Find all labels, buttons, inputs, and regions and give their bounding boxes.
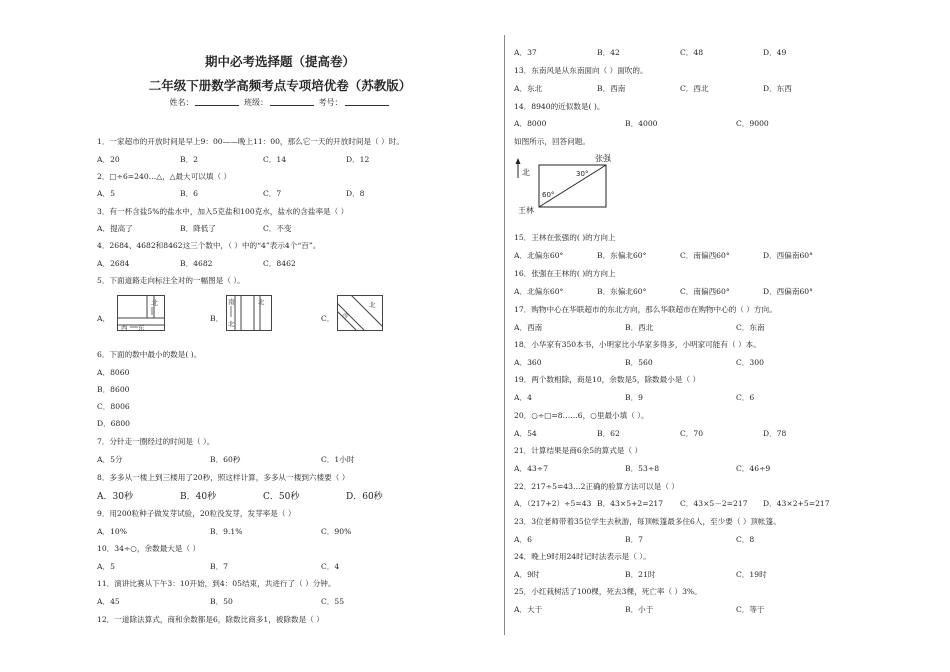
option-d[interactable]: D．49 [763, 48, 787, 57]
option-d[interactable]: D．东西 [763, 84, 792, 93]
class-label: 班级： [244, 98, 268, 107]
class-blank[interactable] [270, 105, 314, 106]
option-c[interactable]: C．90% [321, 527, 352, 536]
number-blank[interactable] [345, 105, 389, 106]
option-c[interactable]: C．14 [263, 155, 287, 164]
option-b[interactable]: B．西北 [625, 323, 654, 332]
road-a-west-label: 西 [121, 324, 128, 331]
option-b[interactable]: B．降低了 [180, 224, 216, 233]
option-a[interactable]: A．8000 [514, 119, 547, 128]
option-b[interactable]: B．西南 [597, 84, 626, 93]
option-d[interactable]: D．12 [346, 155, 370, 164]
option-b[interactable]: B．4682 [180, 259, 213, 268]
figure-angle-30: 30° [576, 170, 589, 178]
question-23: 23．3位老师带着35位学生去秋游，每顶帐篷最多住6人，至少要（ ）顶帐篷。 [514, 517, 781, 526]
option-d[interactable]: D．60秒 [346, 492, 383, 502]
name-label: 姓名： [169, 98, 194, 107]
option-c[interactable]: C．19时 [736, 570, 767, 579]
question-4: 4．2684、4682和8462这三个数中，（ ）中的“4”表示4个“百”。 [97, 241, 321, 250]
option-c[interactable]: C．46÷9 [736, 464, 771, 473]
option-c[interactable]: C．8462 [263, 259, 296, 268]
option-b[interactable]: B．2 [180, 155, 199, 164]
student-info-line [95, 97, 465, 108]
option-d[interactable]: D．西偏南60° [763, 251, 813, 260]
option-a[interactable]: A．4 [514, 393, 532, 402]
option-b[interactable]: B．21时 [625, 570, 656, 579]
option-b[interactable]: B． [210, 314, 224, 323]
option-c[interactable]: C．7 [263, 189, 282, 198]
option-a[interactable]: A．2684 [97, 259, 130, 268]
option-d[interactable]: D．西偏南60° [763, 287, 813, 296]
question-11: 11．演讲比赛从下午3：10开始，到4：05结束，共进行了（ ）分钟。 [97, 579, 336, 588]
option-c[interactable]: C．南偏西60° [680, 251, 730, 260]
figure-north-label: 北 [522, 168, 530, 177]
option-c[interactable]: C．1小时 [321, 455, 355, 464]
question-14: 14．8940的近似数是( )。 [514, 102, 605, 111]
option-a[interactable]: A．东北 [514, 84, 543, 93]
option-c[interactable]: C．西北 [680, 84, 709, 93]
option-b[interactable]: B．42 [597, 48, 620, 57]
question-20: 20．○÷□=8……6，○里最小填（ ）。 [514, 411, 649, 420]
question-1: 1．一家超市的开放时间是早上9：00——晚上11：00，那么它一天的开放时间是（ ）时。 [97, 137, 404, 146]
option-a[interactable]: A．6 [514, 535, 532, 544]
road-a-north-label: 北 [151, 299, 158, 307]
question-16: 16．张强在王林的( )的方向上 [514, 269, 616, 278]
option-b[interactable]: B．60秒 [210, 455, 241, 464]
question-25: 25．小红栽树活了100棵，死去3棵，死亡率（ ）3%。 [514, 587, 702, 596]
question-7: 7．分针走一圈经过的时间是（ ）。 [97, 437, 215, 446]
option-b[interactable]: B．43×5+2=217 [597, 499, 664, 508]
option-c[interactable]: C．43×5－2=217 [680, 499, 748, 508]
option-c[interactable]: C．9000 [736, 119, 769, 128]
option-a[interactable]: A．9时 [514, 570, 540, 579]
option-a[interactable]: A．（217+2）÷5=43 [514, 499, 592, 508]
option-a[interactable]: A．30秒 [97, 492, 133, 502]
question-13: 13．东南风是从东南面向（ ）面吹的。 [514, 66, 648, 75]
road-a-east-label: 东 [138, 324, 145, 331]
option-a[interactable]: A．5 [97, 562, 115, 571]
option-b[interactable]: B．50 [210, 597, 233, 606]
question-2: 2．□÷6=240…△，△最大可以填（ ） [97, 172, 232, 181]
option-b[interactable]: B．东偏北60° [597, 287, 647, 296]
road-figure-b[interactable] [226, 295, 272, 331]
option-c[interactable]: C．4 [321, 562, 340, 571]
question-9: 9．用200粒种子做发芽试验，20粒没发芽，发芽率是（ ） [97, 509, 296, 518]
option-b[interactable]: B．东偏北60° [597, 251, 647, 260]
option-a[interactable]: A．37 [514, 48, 537, 57]
option-c[interactable]: C．70 [680, 429, 704, 438]
road-figure-c[interactable] [337, 295, 383, 331]
exam-title: 期中必考选择题（提高卷） [204, 54, 355, 69]
option-c[interactable]: C．等于 [736, 605, 765, 614]
option-c[interactable]: C．48 [680, 48, 704, 57]
option-c[interactable]: C．8 [736, 535, 755, 544]
option-c[interactable]: C．6 [736, 393, 755, 402]
option-a[interactable]: A．5分 [97, 455, 123, 464]
option-a[interactable]: A．360 [514, 358, 542, 367]
option-a[interactable]: A． [97, 314, 111, 323]
option-c[interactable]: C． [321, 314, 335, 323]
question-15: 15．王林在张强的( )的方向上 [514, 233, 616, 242]
question-10: 10．34÷○，余数最大是（ ） [97, 544, 201, 553]
number-label: 考号： [318, 98, 343, 107]
name-blank[interactable] [195, 105, 239, 106]
option-c[interactable]: C．50秒 [263, 492, 300, 502]
option-b[interactable]: B．9.1% [210, 527, 243, 536]
option-d[interactable]: D．78 [763, 429, 787, 438]
option-a[interactable]: A．54 [514, 429, 537, 438]
option-6a[interactable]: A．8060 [97, 368, 130, 377]
question-6: 6．下面的数中最小的数是( )。 [97, 350, 202, 359]
option-b[interactable]: B．7 [625, 535, 644, 544]
option-a[interactable]: A．10% [97, 527, 127, 536]
option-b[interactable]: B．40秒 [180, 492, 217, 502]
road-b-north-label-2: 北 [258, 298, 265, 306]
question-3: 3．有一杯含盐5%的盐水中，加入5克盐和100克水，盐水的含盐率是（ ） [97, 207, 349, 216]
option-c[interactable]: C．东南 [736, 323, 765, 332]
option-a[interactable]: A．北偏东60° [514, 251, 564, 260]
option-6b[interactable]: B．8600 [97, 385, 130, 394]
option-b[interactable]: B．7 [210, 562, 229, 571]
column-divider [504, 35, 505, 635]
exam-subtitle: 二年级下册数学高频考点专项培优卷（苏教版） [148, 78, 412, 93]
option-a[interactable]: A．提高了 [97, 224, 133, 233]
option-b[interactable]: B．小于 [625, 605, 654, 614]
option-c[interactable]: C．55 [321, 597, 345, 606]
figure-angle-60: 60° [542, 191, 555, 199]
question-21: 21．计算结果是商6余5的算式是（ ） [514, 446, 643, 455]
option-c[interactable]: C．南偏西60° [680, 287, 730, 296]
question-17: 17．购物中心在华联超市的东北方向，那么华联超市在购物中心的（ ）方向。 [514, 305, 777, 314]
option-a[interactable]: A．43÷7 [514, 464, 548, 473]
option-d[interactable]: D．8 [346, 189, 365, 198]
road-c-west-label: 西 [340, 312, 349, 321]
option-c[interactable]: C．300 [736, 358, 764, 367]
figure-prompt: 如图所示，回答问题。 [514, 137, 590, 146]
option-b[interactable]: B．6 [180, 189, 199, 198]
figure-zhang-label: 张强 [595, 154, 611, 163]
option-a[interactable]: A．45 [97, 597, 120, 606]
question-18: 18．小华家有350本书，小明家比小华家多得多，小明家可能有（ ）本。 [514, 340, 761, 349]
option-a[interactable]: A．大于 [514, 605, 543, 614]
question-19: 19．两个数相除，商是10，余数是5，除数最小是（ ） [514, 375, 701, 384]
road-b-north-label: 北 [228, 320, 235, 328]
question-24: 24．晚上9时用24时记时法表示是（ ）。 [514, 552, 651, 561]
road-c-north-label: 北 [369, 301, 376, 309]
option-a[interactable]: A．西南 [514, 323, 543, 332]
option-b[interactable]: B．62 [597, 429, 620, 438]
option-b[interactable]: B．560 [625, 358, 653, 367]
option-a[interactable]: A．20 [97, 155, 120, 164]
option-c[interactable]: C．不变 [263, 224, 292, 233]
option-6c[interactable]: C．8006 [97, 402, 130, 411]
question-5: 5．下面道路走向标注全对的一幅图是（ ）。 [97, 276, 245, 285]
option-b[interactable]: B．9 [625, 393, 644, 402]
option-b[interactable]: B．4000 [625, 119, 658, 128]
question-8: 8．多多从一楼上到三楼用了20秒，照这样计算，多多从一楼到六楼要（ ） [97, 473, 350, 482]
road-figure-a[interactable] [117, 295, 165, 331]
option-6d[interactable]: D．6800 [97, 419, 131, 428]
question-22: 22．217÷5=43…2正确的验算方法可以是（ ） [514, 482, 679, 491]
road-b-south-label: 南 [228, 298, 235, 306]
question-12: 12．一道除法算式，商和余数都是6，除数比商多1，被除数是（ ） [97, 615, 324, 624]
option-a[interactable]: A．5 [97, 189, 115, 198]
option-b[interactable]: B．53÷8 [625, 464, 660, 473]
option-d[interactable]: D．43×2+5=217 [763, 499, 830, 508]
direction-figure [512, 150, 622, 216]
option-a[interactable]: A．北偏东60° [514, 287, 564, 296]
figure-wang-label: 王林 [518, 206, 534, 215]
